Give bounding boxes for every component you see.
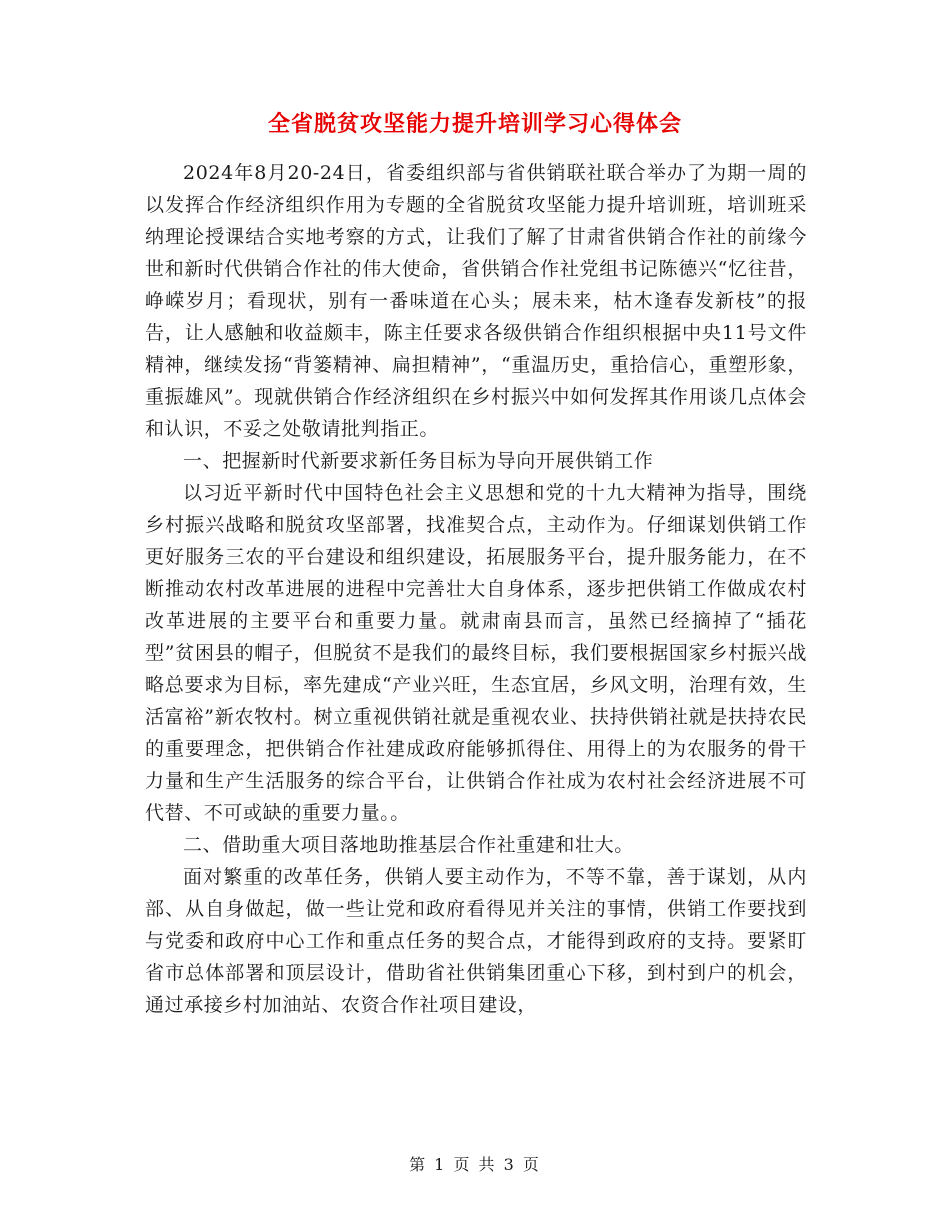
- document-title: 全省脱贫攻坚能力提升培训学习心得体会: [267, 111, 682, 137]
- page-number-footer: 第 1 页 共 3 页: [409, 1155, 541, 1174]
- paragraph-intro: 2024年8月20-24日，省委组织部与省供销联社联合举办了为期一周的以发挥合作经济组织作用为专题的全省脱贫攻坚能力提升培训班，培训班采纳理论授课结合实地考察的方式，让我们了解了甘肃省供销合作社的前缘今世和新时代供销合作社的伟大使命，省供销合作社党组书记陈德兴“忆往昔，峥嵘岁月；看现状，别有一番味道在心头；展未来，枯木逢春发新枝”的报告，让人感触和收益颇丰，陈主任要求各级供销合作组织根据中央11号文件精神，继续发扬“背篓精神、扁担精神”，“重温历史，重拾信心，重塑形象，重振雄风”。现就供销合作经济组织在乡村振兴中如何发挥其作用谈几点体会和认识，不妥之处敬请批判指正。: [145, 162, 807, 440]
- section-heading-2: 二、借助重大项目落地助推基层合作社重建和壮大。: [183, 834, 634, 856]
- paragraph-section-1: 以习近平新时代中国特色社会主义思想和党的十九大精神为指导，围绕乡村振兴战略和脱贫攻坚部署，找准契合点，主动作为。仔细谋划供销工作更好服务三农的平台建设和组织建设，拓展服务平台，提升服务能力，在不断推动农村改革进展的进程中完善壮大自身体系，逐步把供销工作做成农村改革进展的主要平台和重要力量。就肃南县而言，虽然已经摘掉了“插花型”贫困县的帽子，但脱贫不是我们的最终目标，我们要根据国家乡村振兴战略总要求为目标，率先建成“产业兴旺，生态宜居，乡风文明，治理有效，生活富裕”新农牧村。树立重视供销社就是重视农业、扶持供销社就是扶持农民的重要理念，把供销合作社建成政府能够抓得住、用得上的为农服务的骨干力量和生产生活服务的综合平台，让供销合作社成为农村社会经济进展不可代替、不可或缺的重要力量。。: [145, 482, 807, 824]
- paragraph-section-2: 面对繁重的改革任务，供销人要主动作为，不等不靠，善于谋划，从内部、从自身做起，做一些让党和政府看得见并关注的事情，供销工作要找到与党委和政府中心工作和重点任务的契合点，才能得到政府的支持。要紧盯省市总体部署和顶层设计，借助省社供销集团重心下移，到村到户的机会，通过承接乡村加油站、农资合作社项目建设，: [145, 866, 807, 1016]
- section-heading-1: 一、把握新时代新要求新任务目标为导向开展供销工作: [183, 450, 654, 472]
- document-body: [145, 157, 807, 1021]
